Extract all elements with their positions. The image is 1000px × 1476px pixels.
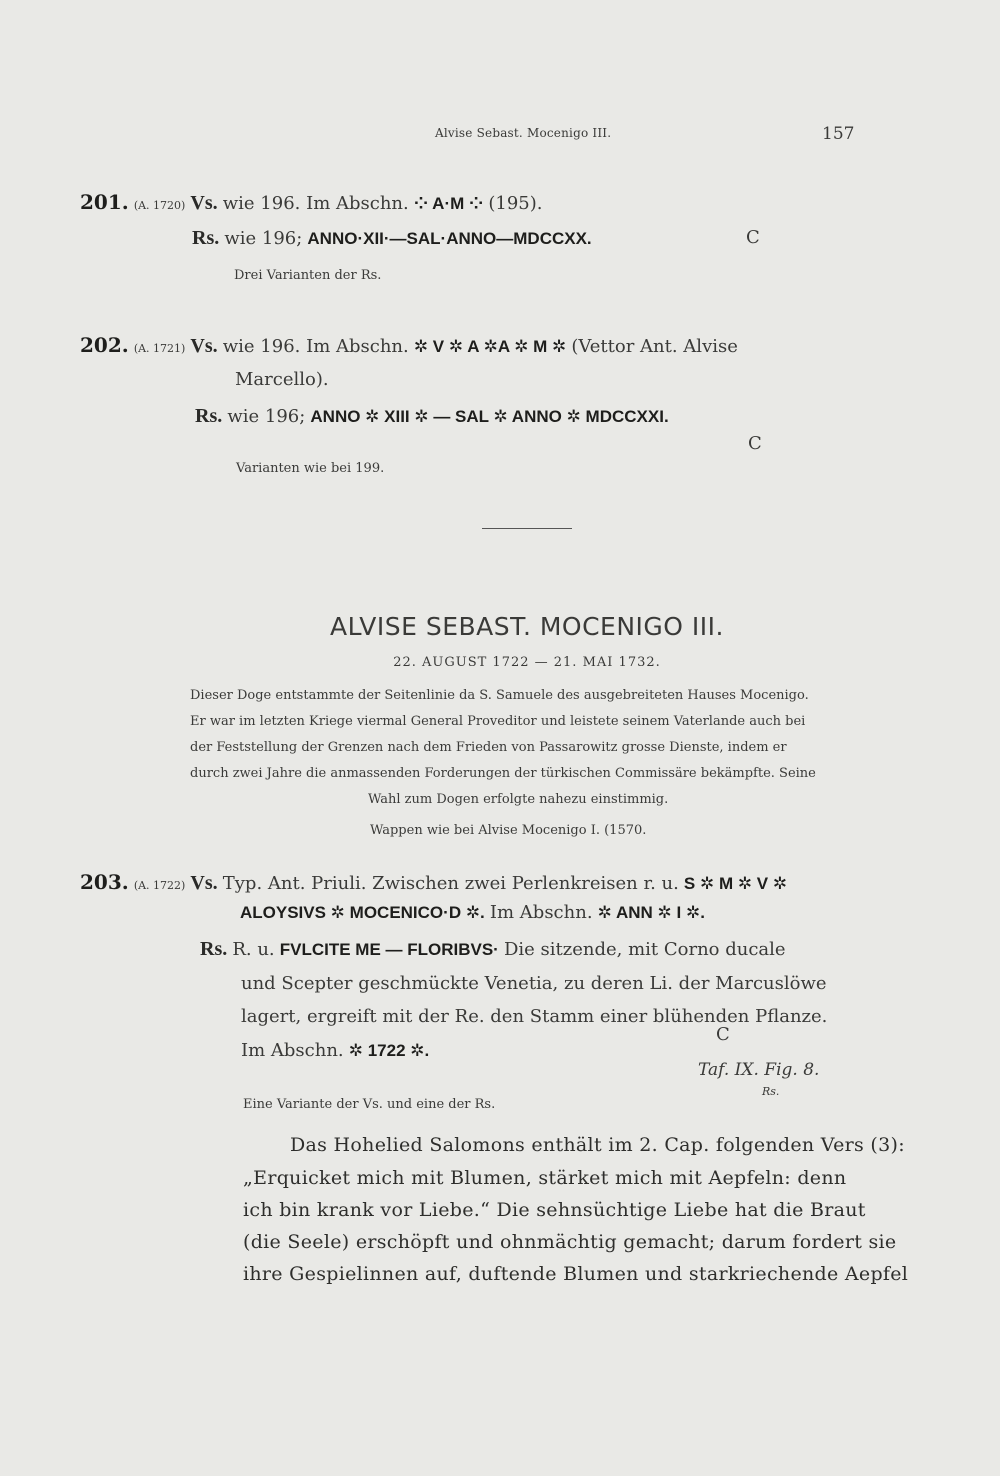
obverse-description-cont: Marcello). — [235, 369, 329, 390]
entry-number: 203. — [80, 870, 129, 894]
obverse-label: Vs. — [190, 335, 218, 357]
commentary-line: ich bin krank vor Liebe.“ Die sehnsüchtige Liebe hat die Braut — [243, 1199, 866, 1221]
obverse-legend: ✲ V ✲ A ✲A ✲ M ✲ — [413, 337, 567, 356]
obverse-label: Vs. — [190, 872, 218, 894]
section-title: ALVISE SEBAST. MOCENIGO III. — [330, 612, 724, 641]
obverse-text: Typ. Ant. Priuli. Zwischen zwei Perlenkreisen r. u. — [222, 873, 679, 894]
page-number: 157 — [822, 124, 855, 144]
reverse-exergue-line — [241, 1040, 429, 1061]
reverse-text: Die sitzende, mit Corno ducale — [503, 939, 786, 960]
reign-dates: 22. AUGUST 1722 — 21. MAI 1732. — [393, 655, 661, 670]
obverse-text: wie 196. Im Abschn. — [222, 336, 409, 357]
entry-year: (A. 1720) — [133, 199, 186, 212]
commentary-line: „Erquicket mich mit Blumen, stärket mich mit Aepfeln: denn — [243, 1167, 847, 1189]
variant-note: Drei Varianten der Rs. — [234, 268, 382, 283]
reverse-legend: FVLCITE ME — FLORIBVS· — [279, 940, 499, 959]
plate-reference: Taf. IX. Fig. 8. — [698, 1060, 820, 1080]
plate-side: Rs. — [762, 1085, 780, 1098]
entry-number: 201. — [80, 190, 129, 214]
obverse-legend: S ✲ M ✲ V ✲ — [683, 874, 788, 893]
reverse-label: Rs. — [195, 405, 223, 427]
obverse-legend: ⁘ A·M ⁘ — [413, 194, 484, 213]
entry-203-rs-line — [200, 938, 786, 961]
obverse-legend: ALOYSIVS ✲ MOCENICO·D ✲. — [240, 903, 485, 922]
section-divider — [482, 528, 572, 529]
obverse-reference: (195). — [488, 193, 543, 214]
running-title: Alvise Sebast. Mocenigo III. — [435, 126, 612, 140]
entry-203-vs-line — [80, 870, 787, 895]
entry-203-vs-line-2 — [240, 902, 705, 923]
intro-line: Dieser Doge entstammte der Seitenlinie da S. Samuele des ausgebreiteten Hauses Mocenigo. — [190, 688, 809, 703]
variant-note: Varianten wie bei 199. — [236, 461, 385, 476]
exergue-legend: ✲ ANN ✲ I ✲. — [597, 903, 705, 922]
exergue-label: Im Abschn. — [241, 1040, 344, 1061]
intro-line: Er war im letzten Kriege viermal General Proveditor und leistete seinem Vaterlande auch bei — [190, 714, 806, 729]
obverse-description: (Vettor Ant. Alvise — [571, 336, 738, 357]
commentary-line: ihre Gespielinnen auf, duftende Blumen und starkriechende Aepfel — [243, 1263, 909, 1285]
rarity-mark: C — [716, 1024, 730, 1045]
reverse-description: und Scepter geschmückte Venetia, zu deren Li. der Marcuslöwe — [241, 973, 827, 994]
reverse-legend: ANNO·XII·—SAL·ANNO—MDCCXX. — [307, 229, 592, 248]
obverse-text: wie 196. Im Abschn. — [222, 193, 409, 214]
variant-note: Eine Variante der Vs. und eine der Rs. — [243, 1097, 496, 1112]
obverse-label: Vs. — [190, 192, 218, 214]
entry-201-vs-line — [80, 190, 542, 215]
entry-201-rs-line — [192, 227, 592, 250]
intro-line: durch zwei Jahre die anmassenden Forderungen der türkischen Commissäre bekämpfte. Seine — [190, 766, 816, 781]
rarity-mark: C — [746, 227, 760, 248]
entry-year: (A. 1721) — [133, 342, 186, 355]
intro-line: Wahl zum Dogen erfolgte nahezu einstimmig. — [368, 792, 669, 807]
exergue-label: Im Abschn. — [489, 902, 593, 923]
entry-number: 202. — [80, 333, 129, 357]
reverse-label: Rs. — [192, 227, 220, 249]
commentary-line: Das Hohelied Salomons enthält im 2. Cap. folgenden Vers (3): — [290, 1134, 905, 1156]
rarity-mark: C — [748, 433, 762, 454]
entry-202-vs-line — [80, 333, 738, 358]
exergue-legend: ✲ 1722 ✲. — [348, 1041, 430, 1060]
reverse-text: R. u. — [232, 939, 275, 960]
reverse-label: Rs. — [200, 938, 228, 960]
reverse-legend: ANNO ✲ XIII ✲ — SAL ✲ ANNO ✲ MDCCXXI. — [310, 407, 669, 426]
intro-line: der Feststellung der Grenzen nach dem Frieden von Passarowitz grosse Dienste, indem er — [190, 740, 787, 755]
reverse-description: lagert, ergreift mit der Re. den Stamm einer blühenden Pflanze. — [241, 1006, 828, 1027]
arms-note: Wappen wie bei Alvise Mocenigo I. (1570. — [370, 823, 647, 838]
reverse-text: wie 196; — [224, 228, 303, 249]
reverse-text: wie 196; — [227, 406, 306, 427]
commentary-line: (die Seele) erschöpft und ohnmächtig gemacht; darum fordert sie — [243, 1231, 897, 1253]
entry-year: (A. 1722) — [133, 879, 186, 892]
entry-202-rs-line — [195, 405, 669, 428]
